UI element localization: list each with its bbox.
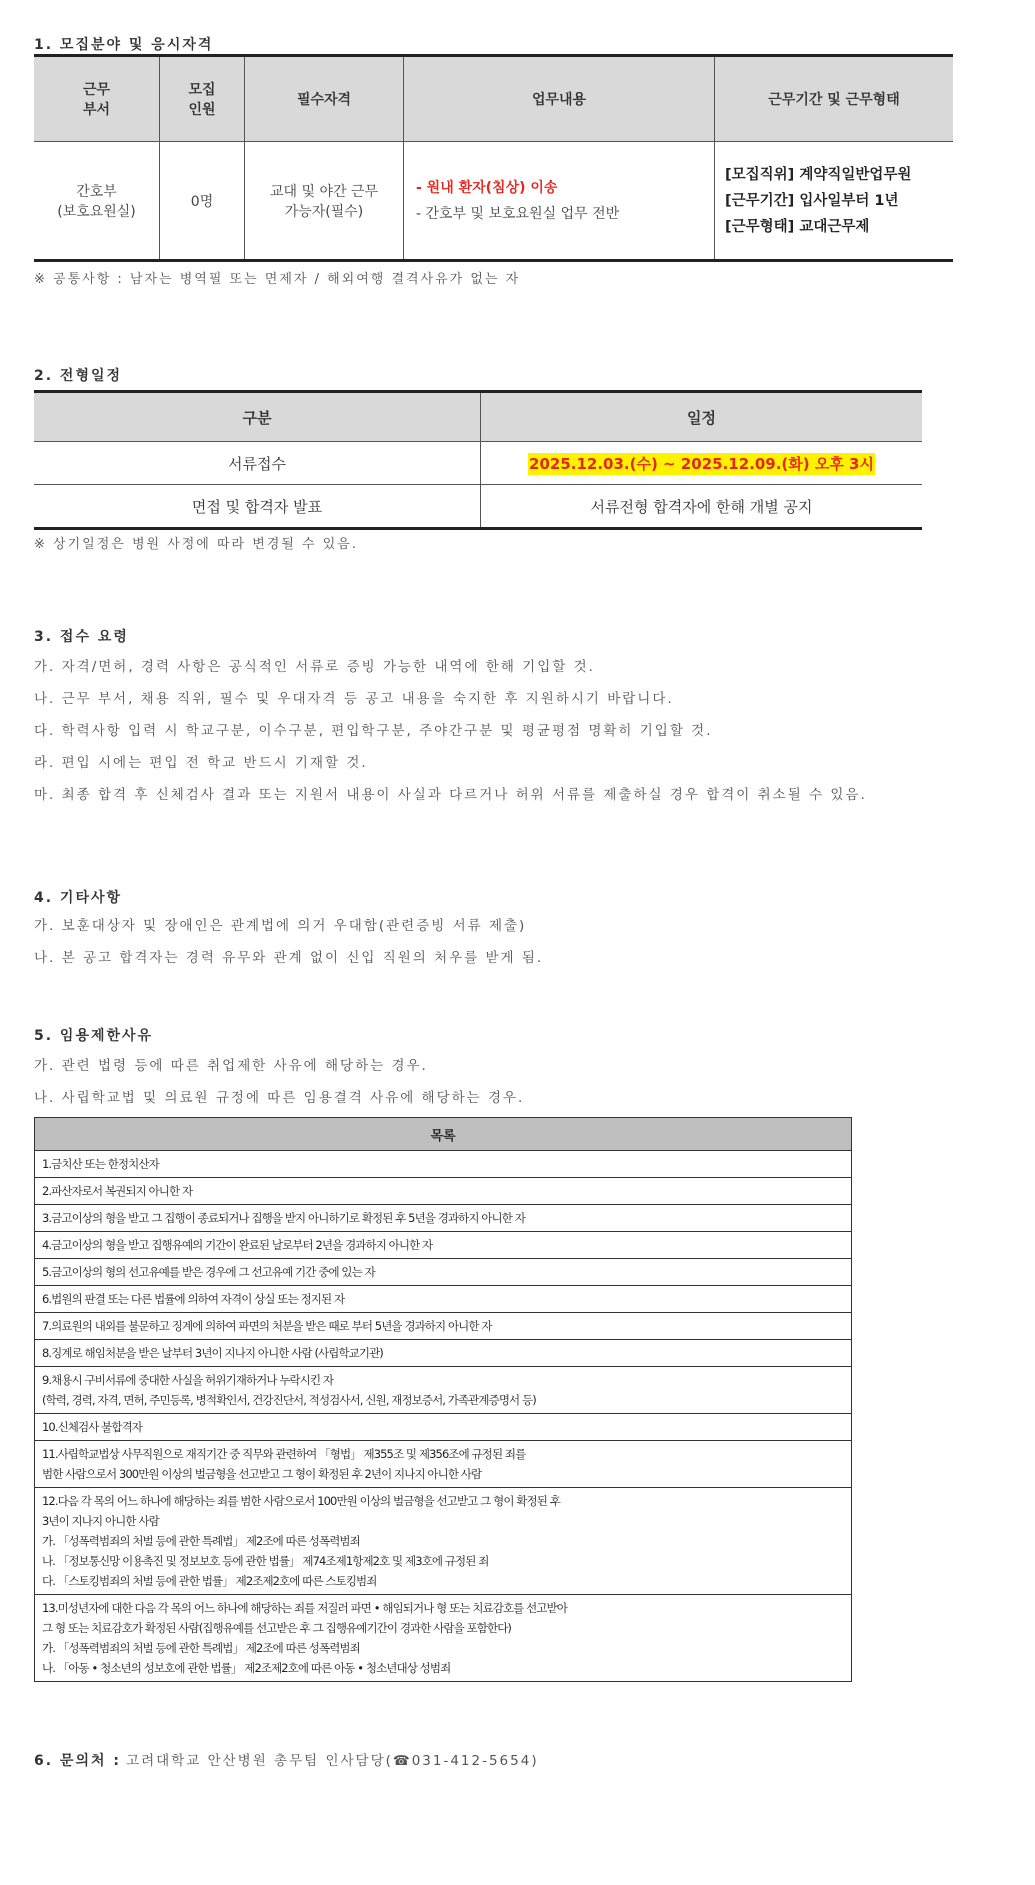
table-row	[35, 1441, 852, 1488]
list-item: 가. 보훈대상자 및 장애인은 관계법에 의거 우대함(관련증빙 서류 제출)	[34, 918, 527, 934]
list-item: 다. 학력사항 입력 시 학교구분, 이수구분, 편입학구분, 주야간구분 및 평균평점 명확히 기입할 것.	[34, 723, 713, 739]
list-item: 가. 관련 법령 등에 따른 취업제한 사유에 해당하는 경우.	[34, 1058, 428, 1074]
section-4-list	[34, 910, 543, 974]
section-6	[34, 1750, 539, 1771]
contact-info: 고려대학교 안산병원 총무팀 인사담당(☎031-412-5654)	[126, 1753, 539, 1769]
restriction-header-row	[35, 1118, 852, 1151]
table-row	[35, 1205, 852, 1232]
table-row	[35, 1595, 852, 1682]
schedule-row	[34, 485, 922, 529]
list-item: 나. 사립학교법 및 의료원 규정에 따른 임용결격 사유에 해당하는 경우.	[34, 1090, 525, 1106]
table-cell: 13.미성년자에 대한 다음 각 목의 어느 하나에 해당하는 죄를 저질러 파면 • 해임되거나 형 또는 치료감호를 선고받아 그 형 또는 치료감호가 확정된 사람(집행유예를 선고받은 후 그 집행유예기간이 경과한 사람을 포함한다) 가. 「성폭력범죄의 처벌 등에 관한 특례법」 제2조에 따른 성폭력범죄 나. 「아동 • 청소년의 성보호에 관한 법률」 제2조제2호에 따른 아동 • 청소년대상 성범죄	[35, 1595, 852, 1682]
list-item: 나. 근무 부서, 채용 직위, 필수 및 우대자격 등 공고 내용을 숙지한 후 지원하시기 바랍니다.	[34, 691, 674, 707]
recruitment-header-row	[34, 56, 953, 142]
table-cell: 6.법원의 판결 또는 다른 법률에 의하여 자격이 상실 또는 정지된 자	[35, 1286, 852, 1313]
section-3-title: 3. 접수 요령	[34, 629, 129, 645]
section-2-title: 2. 전형일정	[34, 368, 123, 384]
section-4-title: 4. 기타사항	[34, 890, 123, 906]
schedule-date: 서류전형 합격자에 한해 개별 공지	[481, 485, 923, 529]
cell-duty: - 원내 환자(침상) 이송 - 간호부 및 보호요원실 업무 전반	[404, 142, 715, 261]
table-cell: 8.징계로 해임처분을 받은 날부터 3년이 지나지 아니한 사람 (사립학교기관)	[35, 1340, 852, 1367]
schedule-row	[34, 442, 922, 485]
section-1-title: 1. 모집분야 및 응시자격	[34, 37, 214, 53]
header-category: 구분	[34, 392, 481, 442]
restriction-table	[34, 1117, 852, 1682]
section-1	[34, 34, 213, 54]
table-cell: 10.신체검사 불합격자	[35, 1414, 852, 1441]
table-cell: 1.금치산 또는 한정치산자	[35, 1151, 852, 1178]
section-5-title: 5. 임용제한사유	[34, 1028, 154, 1044]
table-row	[35, 1488, 852, 1595]
table-row	[35, 1232, 852, 1259]
header-schedule: 일정	[481, 392, 923, 442]
table-row	[35, 1259, 852, 1286]
header-qualification: 필수자격	[245, 56, 404, 142]
table-cell: 2.파산자로서 복권되지 아니한 자	[35, 1178, 852, 1205]
cell-count: 0명	[160, 142, 245, 261]
schedule-category: 면접 및 합격자 발표	[34, 485, 481, 529]
cell-qualification: 교대 및 야간 근무 가능자(필수)	[245, 142, 404, 261]
cell-period: [모집직위] 계약직일반업무원 [근무기간] 입사일부터 1년 [근무형태] 교대근무제	[715, 142, 954, 261]
table-row	[35, 1414, 852, 1441]
section-2-note: ※ 상기일정은 병원 사정에 따라 변경될 수 있음.	[34, 537, 358, 552]
table-row	[35, 1286, 852, 1313]
header-period: 근무기간 및 근무형태	[715, 56, 954, 142]
list-item: 나. 본 공고 합격자는 경력 유무와 관계 없이 신입 직원의 처우를 받게 됨.	[34, 950, 544, 966]
table-cell: 7.의료원의 내외를 불문하고 징계에 의하여 파면의 처분을 받은 때로 부터 5년을 경과하지 아니한 자	[35, 1313, 852, 1340]
table-cell: 9.채용시 구비서류에 중대한 사실을 허위기재하거나 누락시킨 자 (학력, 경력, 자격, 면허, 주민등록, 병적확인서, 건강진단서, 적성검사서, 신원, 재정보증서, 가족관계증명서 등)	[35, 1367, 852, 1414]
section-2	[34, 365, 122, 385]
section-3	[34, 626, 129, 646]
table-cell: 12.다음 각 목의 어느 하나에 해당하는 죄를 범한 사람으로서 100만원 이상의 벌금형을 선고받고 그 형이 확정된 후 3년이 지나지 아니한 사람 가. 「성폭력범죄의 처벌 등에 관한 특례법」 제2조에 따른 성폭력범죄 나. 「정보통신망 이용촉진 및 정보보호 등에 관한 법률」 제74조제1항제2호 및 제3호에 규정된 죄 다. 「스토킹범죄의 처벌 등에 관한 법률」 제2조제2호에 따른 스토킹범죄	[35, 1488, 852, 1595]
section-5	[34, 1025, 153, 1045]
header-count: 모집 인원	[160, 56, 245, 142]
table-row	[35, 1151, 852, 1178]
header-duty: 업무내용	[404, 56, 715, 142]
table-row	[35, 1340, 852, 1367]
cell-dept: 간호부 (보호요원실)	[34, 142, 160, 261]
section-5-list	[34, 1050, 524, 1114]
schedule-category: 서류접수	[34, 442, 481, 485]
list-item: 마. 최종 합격 후 신체검사 결과 또는 지원서 내용이 사실과 다르거나 허위 서류를 제출하실 경우 합격이 취소될 수 있음.	[34, 787, 867, 803]
table-cell: 5.금고이상의 형의 선고유예를 받은 경우에 그 선고유예 기간 중에 있는 자	[35, 1259, 852, 1286]
list-item: 가. 자격/면허, 경력 사항은 공식적인 서류로 증빙 가능한 내역에 한해 기입할 것.	[34, 659, 595, 675]
table-row	[35, 1313, 852, 1340]
recruitment-table	[34, 54, 953, 262]
section-6-title: 6. 문의처 :	[34, 1753, 121, 1769]
table-row	[35, 1178, 852, 1205]
highlighted-date: 2025.12.03.(수) ~ 2025.12.09.(화) 오후 3시	[529, 454, 874, 473]
section-1-note: ※ 공통사항 : 남자는 병역필 또는 면제자 / 해외여행 결격사유가 없는 자	[34, 272, 521, 287]
schedule-table	[34, 390, 922, 530]
table-row	[35, 1367, 852, 1414]
restriction-header: 목록	[35, 1118, 852, 1151]
section-4	[34, 887, 122, 907]
schedule-header-row	[34, 392, 922, 442]
schedule-date	[481, 442, 923, 485]
section-3-list	[34, 651, 867, 811]
list-item: 라. 편입 시에는 편입 전 학교 반드시 기재할 것.	[34, 755, 368, 771]
header-dept: 근무 부서	[34, 56, 160, 142]
table-cell: 3.금고이상의 형을 받고 그 집행이 종료되거나 집행을 받지 아니하기로 확정된 후 5년을 경과하지 아니한 자	[35, 1205, 852, 1232]
table-cell: 11.사립학교법상 사무직원으로 재직기간 중 직무와 관련하여 「형법」 제355조 및 제356조에 규정된 죄를 범한 사람으로서 300만원 이상의 벌금형을 선고받고 그 형이 확정된 후 2년이 지나지 아니한 사람	[35, 1441, 852, 1488]
recruitment-row	[34, 142, 953, 261]
table-cell: 4.금고이상의 형을 받고 집행유예의 기간이 완료된 날로부터 2년을 경과하지 아니한 자	[35, 1232, 852, 1259]
